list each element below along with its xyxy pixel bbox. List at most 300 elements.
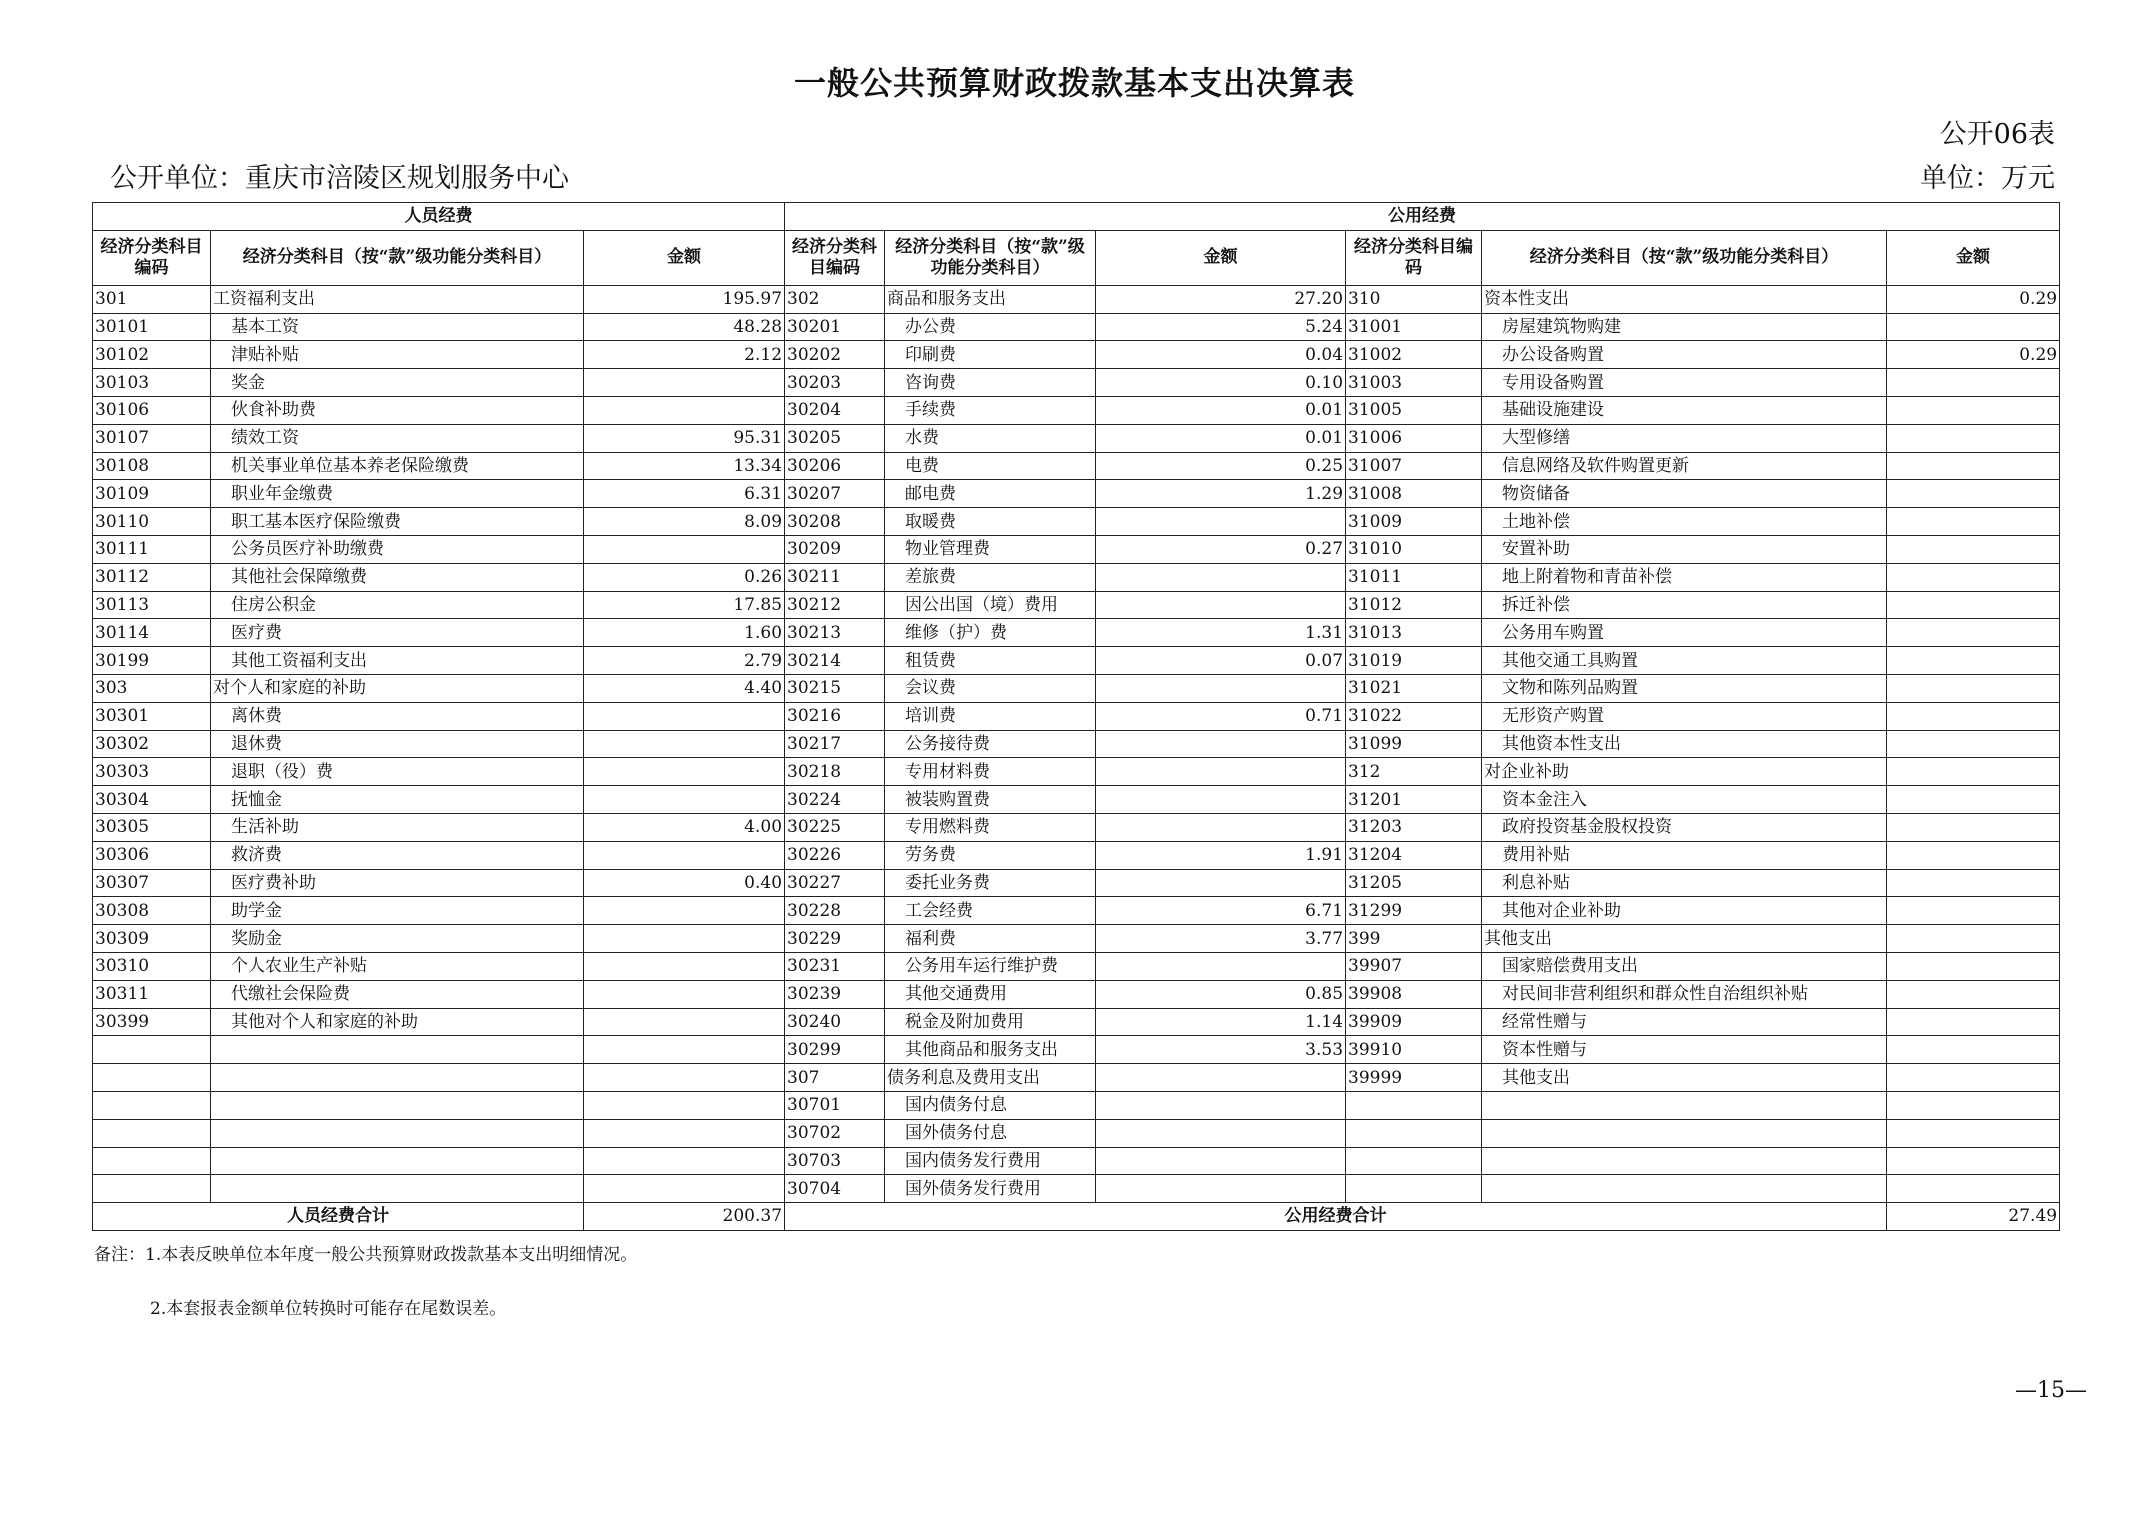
table-row	[93, 674, 2060, 702]
name-cell: 福利费	[885, 925, 1096, 953]
table-row	[93, 396, 2060, 424]
code-cell: 30101	[93, 313, 211, 341]
amount-cell	[584, 1064, 785, 1092]
code-cell: 30103	[93, 369, 211, 397]
table-row	[93, 508, 2060, 536]
amount-cell	[1096, 1091, 1346, 1119]
name-cell: 职业年金缴费	[211, 480, 584, 508]
expenditure-table	[92, 202, 2060, 1231]
code-cell: 31205	[1346, 869, 1482, 897]
amount-cell	[584, 952, 785, 980]
name-cell: 个人农业生产补贴	[211, 952, 584, 980]
code-cell	[93, 1036, 211, 1064]
name-cell: 奖励金	[211, 925, 584, 953]
amount-cell	[1887, 424, 2060, 452]
code-cell: 312	[1346, 758, 1482, 786]
code-cell: 39999	[1346, 1064, 1482, 1092]
name-cell: 经常性赠与	[1482, 1008, 1887, 1036]
name-cell: 绩效工资	[211, 424, 584, 452]
amount-cell: 3.53	[1096, 1036, 1346, 1064]
name-cell: 公务接待费	[885, 730, 1096, 758]
amount-cell	[1887, 313, 2060, 341]
code-cell: 31002	[1346, 341, 1482, 369]
table-row	[93, 619, 2060, 647]
amount-cell	[584, 1036, 785, 1064]
code-cell: 30202	[785, 341, 885, 369]
amount-cell	[584, 535, 785, 563]
name-cell: 大型修缮	[1482, 424, 1887, 452]
table-row	[93, 786, 2060, 814]
amount-cell	[1096, 952, 1346, 980]
code-cell: 31019	[1346, 647, 1482, 675]
amount-cell: 8.09	[584, 508, 785, 536]
col-amount-header: 金额	[1887, 230, 2060, 285]
code-cell: 31005	[1346, 396, 1482, 424]
name-cell: 信息网络及软件购置更新	[1482, 452, 1887, 480]
amount-cell	[584, 1091, 785, 1119]
code-cell: 303	[93, 674, 211, 702]
table-row	[93, 925, 2060, 953]
code-cell: 30106	[93, 396, 211, 424]
table-row	[93, 1008, 2060, 1036]
name-cell: 工资福利支出	[211, 285, 584, 313]
name-cell: 工会经费	[885, 897, 1096, 925]
amount-cell	[1887, 369, 2060, 397]
code-cell: 30229	[785, 925, 885, 953]
table-row	[93, 1147, 2060, 1175]
code-cell: 30299	[785, 1036, 885, 1064]
code-cell: 30201	[785, 313, 885, 341]
code-cell: 30216	[785, 702, 885, 730]
amount-cell: 1.14	[1096, 1008, 1346, 1036]
code-cell: 30213	[785, 619, 885, 647]
code-cell: 30114	[93, 619, 211, 647]
amount-cell: 13.34	[584, 452, 785, 480]
amount-cell	[1096, 758, 1346, 786]
name-cell: 离休费	[211, 702, 584, 730]
total-public-value: 27.49	[1887, 1203, 2060, 1231]
name-cell: 印刷费	[885, 341, 1096, 369]
name-cell: 资本金注入	[1482, 786, 1887, 814]
amount-cell	[1887, 1036, 2060, 1064]
amount-cell	[1887, 1147, 2060, 1175]
page-title: 一般公共预算财政拨款基本支出决算表	[793, 64, 1355, 102]
code-cell: 30301	[93, 702, 211, 730]
table-row	[93, 1036, 2060, 1064]
name-cell: 其他交通费用	[885, 980, 1096, 1008]
amount-cell	[584, 841, 785, 869]
table-row	[93, 1175, 2060, 1203]
amount-cell	[1096, 869, 1346, 897]
name-cell: 房屋建筑物购建	[1482, 313, 1887, 341]
amount-cell	[1887, 535, 2060, 563]
name-cell: 对个人和家庭的补助	[211, 674, 584, 702]
code-cell: 302	[785, 285, 885, 313]
name-cell: 津贴补贴	[211, 341, 584, 369]
name-cell: 其他商品和服务支出	[885, 1036, 1096, 1064]
amount-cell: 0.25	[1096, 452, 1346, 480]
code-cell: 30228	[785, 897, 885, 925]
code-cell: 30214	[785, 647, 885, 675]
code-cell: 30207	[785, 480, 885, 508]
code-cell: 30306	[93, 841, 211, 869]
note-2: 2.本套报表金额单位转换时可能存在尾数误差。	[150, 1299, 507, 1319]
table-group-header	[93, 203, 2060, 231]
code-cell: 30110	[93, 508, 211, 536]
code-cell: 30102	[93, 341, 211, 369]
amount-cell	[1887, 508, 2060, 536]
currency-unit: 单位：万元	[1920, 163, 2055, 194]
code-cell	[93, 1119, 211, 1147]
code-cell: 399	[1346, 925, 1482, 953]
name-cell: 租赁费	[885, 647, 1096, 675]
amount-cell	[1887, 480, 2060, 508]
amount-cell	[1887, 952, 2060, 980]
name-cell: 咨询费	[885, 369, 1096, 397]
name-cell: 国内债务发行费用	[885, 1147, 1096, 1175]
amount-cell	[1887, 1091, 2060, 1119]
amount-cell	[1887, 452, 2060, 480]
name-cell	[1482, 1175, 1887, 1203]
name-cell: 资本性支出	[1482, 285, 1887, 313]
amount-cell: 0.71	[1096, 702, 1346, 730]
name-cell: 会议费	[885, 674, 1096, 702]
name-cell: 专用设备购置	[1482, 369, 1887, 397]
amount-cell	[1887, 813, 2060, 841]
amount-cell	[1887, 730, 2060, 758]
code-cell: 30211	[785, 563, 885, 591]
amount-cell	[1887, 1008, 2060, 1036]
code-cell: 30212	[785, 591, 885, 619]
code-cell: 30206	[785, 452, 885, 480]
code-cell: 30199	[93, 647, 211, 675]
name-cell: 奖金	[211, 369, 584, 397]
name-cell: 退职（役）费	[211, 758, 584, 786]
table-row	[93, 535, 2060, 563]
code-cell: 30224	[785, 786, 885, 814]
table-row	[93, 952, 2060, 980]
code-cell: 30308	[93, 897, 211, 925]
code-cell: 30218	[785, 758, 885, 786]
group-public-header: 公用经费	[785, 203, 2060, 231]
amount-cell	[1096, 1175, 1346, 1203]
table-body	[93, 285, 2060, 1202]
name-cell: 税金及附加费用	[885, 1008, 1096, 1036]
amount-cell	[1096, 786, 1346, 814]
name-cell: 取暖费	[885, 508, 1096, 536]
name-cell: 助学金	[211, 897, 584, 925]
code-cell: 30305	[93, 813, 211, 841]
name-cell: 其他交通工具购置	[1482, 647, 1887, 675]
name-cell	[1482, 1147, 1887, 1175]
amount-cell	[1096, 508, 1346, 536]
amount-cell	[584, 897, 785, 925]
amount-cell	[1887, 758, 2060, 786]
code-cell: 30111	[93, 535, 211, 563]
amount-cell: 48.28	[584, 313, 785, 341]
code-cell: 30304	[93, 786, 211, 814]
name-cell: 文物和陈列品购置	[1482, 674, 1887, 702]
name-cell	[211, 1119, 584, 1147]
table-row	[93, 730, 2060, 758]
table-row	[93, 1119, 2060, 1147]
code-cell: 30215	[785, 674, 885, 702]
amount-cell	[584, 730, 785, 758]
amount-cell	[584, 1008, 785, 1036]
name-cell: 其他工资福利支出	[211, 647, 584, 675]
name-cell: 机关事业单位基本养老保险缴费	[211, 452, 584, 480]
name-cell: 救济费	[211, 841, 584, 869]
code-cell: 31011	[1346, 563, 1482, 591]
amount-cell	[1096, 1119, 1346, 1147]
name-cell: 其他资本性支出	[1482, 730, 1887, 758]
amount-cell: 6.71	[1096, 897, 1346, 925]
name-cell: 医疗费	[211, 619, 584, 647]
code-cell: 30704	[785, 1175, 885, 1203]
code-cell: 31013	[1346, 619, 1482, 647]
code-cell	[1346, 1147, 1482, 1175]
name-cell: 国外债务付息	[885, 1119, 1096, 1147]
amount-cell	[1887, 1064, 2060, 1092]
table-row	[93, 841, 2060, 869]
code-cell: 30203	[785, 369, 885, 397]
amount-cell: 27.20	[1096, 285, 1346, 313]
name-cell	[211, 1091, 584, 1119]
amount-cell: 0.01	[1096, 396, 1346, 424]
name-cell: 物业管理费	[885, 535, 1096, 563]
amount-cell: 0.26	[584, 563, 785, 591]
amount-cell	[1887, 1119, 2060, 1147]
code-cell: 31001	[1346, 313, 1482, 341]
code-cell: 30240	[785, 1008, 885, 1036]
amount-cell: 1.31	[1096, 619, 1346, 647]
code-cell: 30112	[93, 563, 211, 591]
amount-cell: 5.24	[1096, 313, 1346, 341]
code-cell: 30703	[785, 1147, 885, 1175]
name-cell: 国外债务发行费用	[885, 1175, 1096, 1203]
code-cell	[93, 1064, 211, 1092]
name-cell: 其他社会保障缴费	[211, 563, 584, 591]
amount-cell: 0.10	[1096, 369, 1346, 397]
amount-cell	[1887, 869, 2060, 897]
name-cell: 地上附着物和青苗补偿	[1482, 563, 1887, 591]
name-cell: 住房公积金	[211, 591, 584, 619]
code-cell: 30399	[93, 1008, 211, 1036]
name-cell: 差旅费	[885, 563, 1096, 591]
name-cell: 邮电费	[885, 480, 1096, 508]
code-cell: 31099	[1346, 730, 1482, 758]
amount-cell	[1887, 1175, 2060, 1203]
code-cell	[1346, 1119, 1482, 1147]
amount-cell	[1096, 813, 1346, 841]
amount-cell	[1887, 563, 2060, 591]
name-cell: 专用燃料费	[885, 813, 1096, 841]
note-1: 备注：1.本表反映单位本年度一般公共预算财政拨款基本支出明细情况。	[94, 1245, 638, 1265]
table-row	[93, 1064, 2060, 1092]
amount-cell	[584, 396, 785, 424]
amount-cell	[1096, 563, 1346, 591]
amount-cell: 4.40	[584, 674, 785, 702]
name-cell: 水费	[885, 424, 1096, 452]
form-number: 公开06表	[1939, 119, 2055, 150]
name-cell: 利息补贴	[1482, 869, 1887, 897]
code-cell: 31009	[1346, 508, 1482, 536]
code-cell: 31022	[1346, 702, 1482, 730]
col-name-header: 经济分类科目（按“款”级功能分类科目）	[1482, 230, 1887, 285]
name-cell: 电费	[885, 452, 1096, 480]
code-cell: 39908	[1346, 980, 1482, 1008]
code-cell: 30113	[93, 591, 211, 619]
code-cell: 30302	[93, 730, 211, 758]
name-cell: 因公出国（境）费用	[885, 591, 1096, 619]
name-cell: 国家赔偿费用支出	[1482, 952, 1887, 980]
amount-cell: 17.85	[584, 591, 785, 619]
code-cell: 31012	[1346, 591, 1482, 619]
name-cell: 其他支出	[1482, 925, 1887, 953]
code-cell: 307	[785, 1064, 885, 1092]
code-cell: 30209	[785, 535, 885, 563]
amount-cell	[584, 1175, 785, 1203]
code-cell: 30226	[785, 841, 885, 869]
code-cell: 30311	[93, 980, 211, 1008]
name-cell: 债务利息及费用支出	[885, 1064, 1096, 1092]
amount-cell	[1887, 980, 2060, 1008]
table-row	[93, 341, 2060, 369]
code-cell: 30205	[785, 424, 885, 452]
code-cell: 31003	[1346, 369, 1482, 397]
name-cell: 被装购置费	[885, 786, 1096, 814]
code-cell	[93, 1175, 211, 1203]
code-cell: 30225	[785, 813, 885, 841]
amount-cell: 2.12	[584, 341, 785, 369]
table-row	[93, 424, 2060, 452]
col-name-header: 经济分类科目（按“款”级功能分类科目）	[885, 230, 1096, 285]
amount-cell	[1887, 674, 2060, 702]
amount-cell: 2.79	[584, 647, 785, 675]
table-row	[93, 563, 2060, 591]
amount-cell	[1887, 619, 2060, 647]
code-cell: 31201	[1346, 786, 1482, 814]
code-cell: 31008	[1346, 480, 1482, 508]
code-cell: 30227	[785, 869, 885, 897]
name-cell: 资本性赠与	[1482, 1036, 1887, 1064]
code-cell: 30310	[93, 952, 211, 980]
amount-cell	[1887, 925, 2060, 953]
name-cell: 拆迁补偿	[1482, 591, 1887, 619]
name-cell	[1482, 1091, 1887, 1119]
page-number: —15—	[2015, 1378, 2087, 1403]
name-cell: 安置补助	[1482, 535, 1887, 563]
code-cell: 30204	[785, 396, 885, 424]
amount-cell	[1887, 786, 2060, 814]
code-cell: 30109	[93, 480, 211, 508]
name-cell: 劳务费	[885, 841, 1096, 869]
code-cell: 39910	[1346, 1036, 1482, 1064]
name-cell: 其他对个人和家庭的补助	[211, 1008, 584, 1036]
name-cell: 培训费	[885, 702, 1096, 730]
name-cell: 手续费	[885, 396, 1096, 424]
amount-cell: 1.29	[1096, 480, 1346, 508]
code-cell: 30108	[93, 452, 211, 480]
col-code-header: 经济分类科目编码	[1346, 230, 1482, 285]
amount-cell	[1096, 1064, 1346, 1092]
amount-cell	[584, 980, 785, 1008]
name-cell: 商品和服务支出	[885, 285, 1096, 313]
name-cell: 职工基本医疗保险缴费	[211, 508, 584, 536]
amount-cell	[584, 1119, 785, 1147]
amount-cell	[1887, 897, 2060, 925]
amount-cell: 0.40	[584, 869, 785, 897]
name-cell: 基本工资	[211, 313, 584, 341]
amount-cell	[1887, 396, 2060, 424]
code-cell: 31203	[1346, 813, 1482, 841]
table-row	[93, 452, 2060, 480]
name-cell: 公务员医疗补助缴费	[211, 535, 584, 563]
code-cell: 30701	[785, 1091, 885, 1119]
name-cell: 委托业务费	[885, 869, 1096, 897]
code-cell: 31299	[1346, 897, 1482, 925]
code-cell: 310	[1346, 285, 1482, 313]
code-cell: 30303	[93, 758, 211, 786]
amount-cell: 1.91	[1096, 841, 1346, 869]
amount-cell: 195.97	[584, 285, 785, 313]
name-cell	[211, 1064, 584, 1092]
amount-cell: 0.04	[1096, 341, 1346, 369]
reporting-unit: 公开单位：重庆市涪陵区规划服务中心	[110, 163, 569, 194]
code-cell	[1346, 1175, 1482, 1203]
table-row	[93, 591, 2060, 619]
amount-cell	[584, 702, 785, 730]
amount-cell: 0.07	[1096, 647, 1346, 675]
amount-cell	[1096, 674, 1346, 702]
table-row	[93, 869, 2060, 897]
amount-cell: 0.01	[1096, 424, 1346, 452]
name-cell: 公务用车购置	[1482, 619, 1887, 647]
table-row	[93, 897, 2060, 925]
code-cell: 39909	[1346, 1008, 1482, 1036]
table-row	[93, 647, 2060, 675]
amount-cell	[1887, 841, 2060, 869]
amount-cell: 3.77	[1096, 925, 1346, 953]
table-row	[93, 480, 2060, 508]
amount-cell: 0.27	[1096, 535, 1346, 563]
name-cell: 专用材料费	[885, 758, 1096, 786]
name-cell: 费用补贴	[1482, 841, 1887, 869]
name-cell	[211, 1147, 584, 1175]
name-cell: 生活补助	[211, 813, 584, 841]
name-cell: 土地补偿	[1482, 508, 1887, 536]
col-amount-header: 金额	[584, 230, 785, 285]
name-cell	[211, 1175, 584, 1203]
amount-cell	[1887, 591, 2060, 619]
name-cell: 国内债务付息	[885, 1091, 1096, 1119]
name-cell: 医疗费补助	[211, 869, 584, 897]
code-cell: 39907	[1346, 952, 1482, 980]
code-cell: 30208	[785, 508, 885, 536]
col-code-header: 经济分类科目编码	[785, 230, 885, 285]
code-cell: 30239	[785, 980, 885, 1008]
name-cell: 对民间非营利组织和群众性自治组织补贴	[1482, 980, 1887, 1008]
table-row	[93, 313, 2060, 341]
table-row	[93, 285, 2060, 313]
amount-cell	[1096, 591, 1346, 619]
amount-cell	[584, 1147, 785, 1175]
amount-cell	[584, 369, 785, 397]
name-cell: 代缴社会保险费	[211, 980, 584, 1008]
name-cell: 基础设施建设	[1482, 396, 1887, 424]
code-cell: 30107	[93, 424, 211, 452]
code-cell: 30309	[93, 925, 211, 953]
